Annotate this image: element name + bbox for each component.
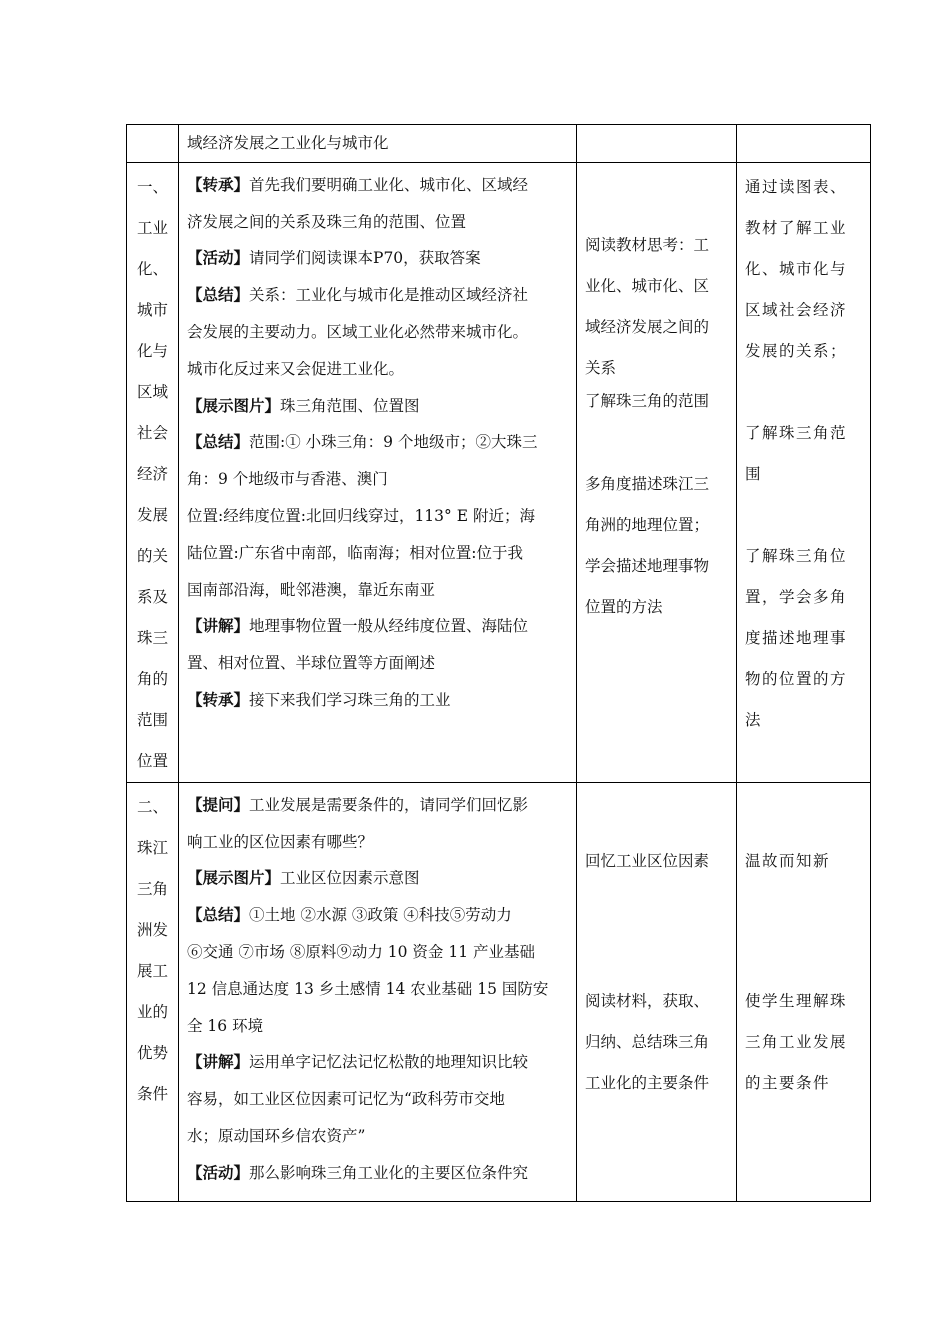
content-line xyxy=(187,682,570,719)
content-line xyxy=(187,572,570,609)
section-tag: 【活动】 xyxy=(187,248,250,268)
activity-line: 关系 xyxy=(585,358,617,377)
student-activity-cell xyxy=(577,782,737,1201)
content-line xyxy=(187,240,570,277)
section-title-char: 系及 xyxy=(136,587,168,606)
content-line xyxy=(187,351,570,388)
intent-line: 度描述地理事 xyxy=(745,628,848,647)
intent-line: 通过读图表、 xyxy=(745,177,848,196)
activity-line: 角洲的地理位置； xyxy=(585,515,710,534)
section-tag: 【展示图片】 xyxy=(187,395,281,415)
line-text: 12 信息通达度 13 乡土感情 14 农业基础 15 国防安 xyxy=(187,979,549,998)
content-line xyxy=(187,824,570,861)
line-text: 工业发展是需要条件的，请同学们回忆影 xyxy=(249,795,529,814)
section-title-char: 城市 xyxy=(136,300,168,319)
activity-line: 位置的方法 xyxy=(585,597,663,616)
line-text: 响工业的区位因素有哪些？ xyxy=(187,832,374,851)
section-title-char: 条件 xyxy=(136,1084,168,1103)
section-title-char: 优势 xyxy=(136,1043,168,1062)
section-title-char: 区域 xyxy=(136,382,168,401)
line-text: 首先我们要明确工业化、城市化、区域经 xyxy=(249,175,529,194)
line-text: 位置:经纬度位置:北回归线穿过，113° E 附近；海 xyxy=(187,506,535,525)
content-line xyxy=(187,934,570,971)
line-text: 那么影响珠三角工业化的主要区位条件究 xyxy=(249,1163,529,1182)
content-line xyxy=(187,167,570,204)
activity-line: 阅读材料，获取、 xyxy=(585,991,710,1010)
line-text: 接下来我们学习珠三角的工业 xyxy=(249,690,451,709)
content-line xyxy=(187,971,570,1008)
content-cell xyxy=(179,162,577,782)
line-text: 会发展的主要动力。区域工业化必然带来城市化。 xyxy=(187,322,529,341)
line-text: 珠三角范围、位置图 xyxy=(280,396,420,415)
intent-line: 了解珠三角范 xyxy=(745,423,848,442)
section-tag: 【提问】 xyxy=(187,794,250,814)
section-tag: 【总结】 xyxy=(187,905,250,925)
section-title-char: 业的 xyxy=(136,1002,168,1021)
table-row xyxy=(127,782,871,1201)
section-title-char: 角的 xyxy=(136,669,168,688)
content-line xyxy=(187,860,570,897)
line-text: ⑥交通 ⑦市场 ⑧原料⑨动力 10 资金 11 产业基础 xyxy=(187,942,536,961)
line-text: 地理事物位置一般从经纬度位置、海陆位 xyxy=(249,617,529,636)
line-text: 水；原动国环乡信农资产” xyxy=(187,1126,366,1145)
content-line: 域经济发展之工业化与城市化 xyxy=(187,134,389,152)
activity-line: 域经济发展之间的 xyxy=(585,317,710,336)
section-tag: 【转承】 xyxy=(187,689,250,709)
section-title-char: 一、 xyxy=(136,177,168,196)
activity-line: 了解珠三角的范围 xyxy=(585,391,710,410)
intent-line: 教材了解工业 xyxy=(745,218,848,237)
line-text: 济发展之间的关系及珠三角的范围、位置 xyxy=(187,212,467,231)
section-title-char: 二、 xyxy=(136,797,168,816)
activity-line: 学会描述地理事物 xyxy=(585,556,710,575)
line-text: 全 16 环境 xyxy=(187,1016,264,1035)
section-title-char: 经济 xyxy=(136,464,168,483)
line-text: 工业区位因素示意图 xyxy=(280,869,420,888)
lesson-plan-table xyxy=(126,124,871,1202)
content-line xyxy=(187,277,570,314)
section-title-char: 化与 xyxy=(136,341,168,360)
student-activity-cell xyxy=(577,125,737,163)
intent-line: 化、城市化与 xyxy=(745,259,848,278)
section-title-char: 珠三 xyxy=(136,628,168,647)
line-text: 请同学们阅读课本P70，获取答案 xyxy=(249,249,481,268)
content-cell xyxy=(179,125,577,163)
section-tag: 【展示图片】 xyxy=(187,868,281,888)
section-title-char: 三角 xyxy=(136,879,168,898)
intent-line: 的主要条件 xyxy=(745,1073,831,1092)
section-title-char: 范围 xyxy=(136,710,168,729)
section-tag: 【讲解】 xyxy=(187,1052,250,1072)
activity-line: 多角度描述珠江三 xyxy=(585,474,710,493)
activity-line: 工业化的主要条件 xyxy=(585,1073,710,1092)
content-line xyxy=(187,498,570,535)
intent-line: 三角工业发展 xyxy=(745,1032,848,1051)
table-row xyxy=(127,162,871,782)
activity-line: 业化、城市化、区 xyxy=(585,276,710,295)
section-title-char: 化、 xyxy=(136,259,168,278)
section-tag: 【总结】 xyxy=(187,285,250,305)
content-line xyxy=(187,897,570,934)
content-line xyxy=(187,1155,570,1192)
content-line xyxy=(187,388,570,425)
section-tag: 【总结】 xyxy=(187,432,250,452)
content-line xyxy=(187,1081,570,1118)
section-title-char: 位置 xyxy=(136,751,168,770)
section-cell xyxy=(127,125,179,163)
section-title-char: 社会 xyxy=(136,423,168,442)
design-intent-cell xyxy=(737,125,871,163)
intent-line: 围 xyxy=(745,464,763,483)
intent-line: 温故而知新 xyxy=(745,851,831,870)
line-text: 关系：工业化与城市化是推动区域经济社 xyxy=(249,286,529,305)
section-tag: 【活动】 xyxy=(187,1162,250,1182)
line-text: 范围:① 小珠三角：9 个地级市；②大珠三 xyxy=(249,433,538,452)
content-line xyxy=(187,535,570,572)
content-line xyxy=(187,204,570,241)
activity-line: 归纳、总结珠三角 xyxy=(585,1032,710,1051)
section-title-cell xyxy=(127,782,179,1201)
intent-line: 了解珠三角位 xyxy=(745,546,848,565)
section-title-char: 的关 xyxy=(136,546,168,565)
activity-line: 阅读教材思考：工 xyxy=(585,235,710,254)
design-intent-cell xyxy=(737,162,871,782)
intent-line: 置，学会多角 xyxy=(745,587,848,606)
content-line xyxy=(187,1008,570,1045)
line-text: 运用单字记忆法记忆松散的地理知识比较 xyxy=(249,1053,529,1072)
content-line xyxy=(187,314,570,351)
content-cell xyxy=(179,782,577,1201)
section-title-char: 工业 xyxy=(136,218,168,237)
design-intent-cell xyxy=(737,782,871,1201)
intent-line: 物的位置的方 xyxy=(745,669,848,688)
content-line xyxy=(187,787,570,824)
section-tag: 【转承】 xyxy=(187,174,250,194)
activity-line: 回忆工业区位因素 xyxy=(585,851,710,870)
line-text: 陆位置:广东省中南部，临南海；相对位置:位于我 xyxy=(187,543,523,562)
content-line xyxy=(187,645,570,682)
intent-line: 使学生理解珠 xyxy=(745,991,848,1010)
content-line xyxy=(187,461,570,498)
table-row xyxy=(127,125,871,163)
section-tag: 【讲解】 xyxy=(187,616,250,636)
student-activity-cell xyxy=(577,162,737,782)
section-title-char: 洲发 xyxy=(136,920,168,939)
line-text: 置、相对位置、半球位置等方面阐述 xyxy=(187,654,436,673)
line-text: 容易，如工业区位因素可记忆为“政科劳市交地 xyxy=(187,1090,505,1109)
line-text: 城市化反过来又会促进工业化。 xyxy=(187,359,405,378)
intent-line: 法 xyxy=(745,710,763,729)
intent-line: 区域社会经济 xyxy=(745,300,848,319)
section-title-char: 珠江 xyxy=(136,838,168,857)
content-line xyxy=(187,1118,570,1155)
line-text: ①土地 ②水源 ③政策 ④科技⑤劳动力 xyxy=(249,906,512,925)
section-title-cell xyxy=(127,162,179,782)
line-text: 角：9 个地级市与香港、澳门 xyxy=(187,470,388,489)
content-line xyxy=(187,424,570,461)
line-text: 国南部沿海，毗邻港澳，靠近东南亚 xyxy=(187,580,436,599)
content-line xyxy=(187,608,570,645)
intent-line: 发展的关系； xyxy=(745,341,848,360)
section-title-char: 发展 xyxy=(136,505,168,524)
content-line xyxy=(187,1044,570,1081)
section-title-char: 展工 xyxy=(136,961,168,980)
